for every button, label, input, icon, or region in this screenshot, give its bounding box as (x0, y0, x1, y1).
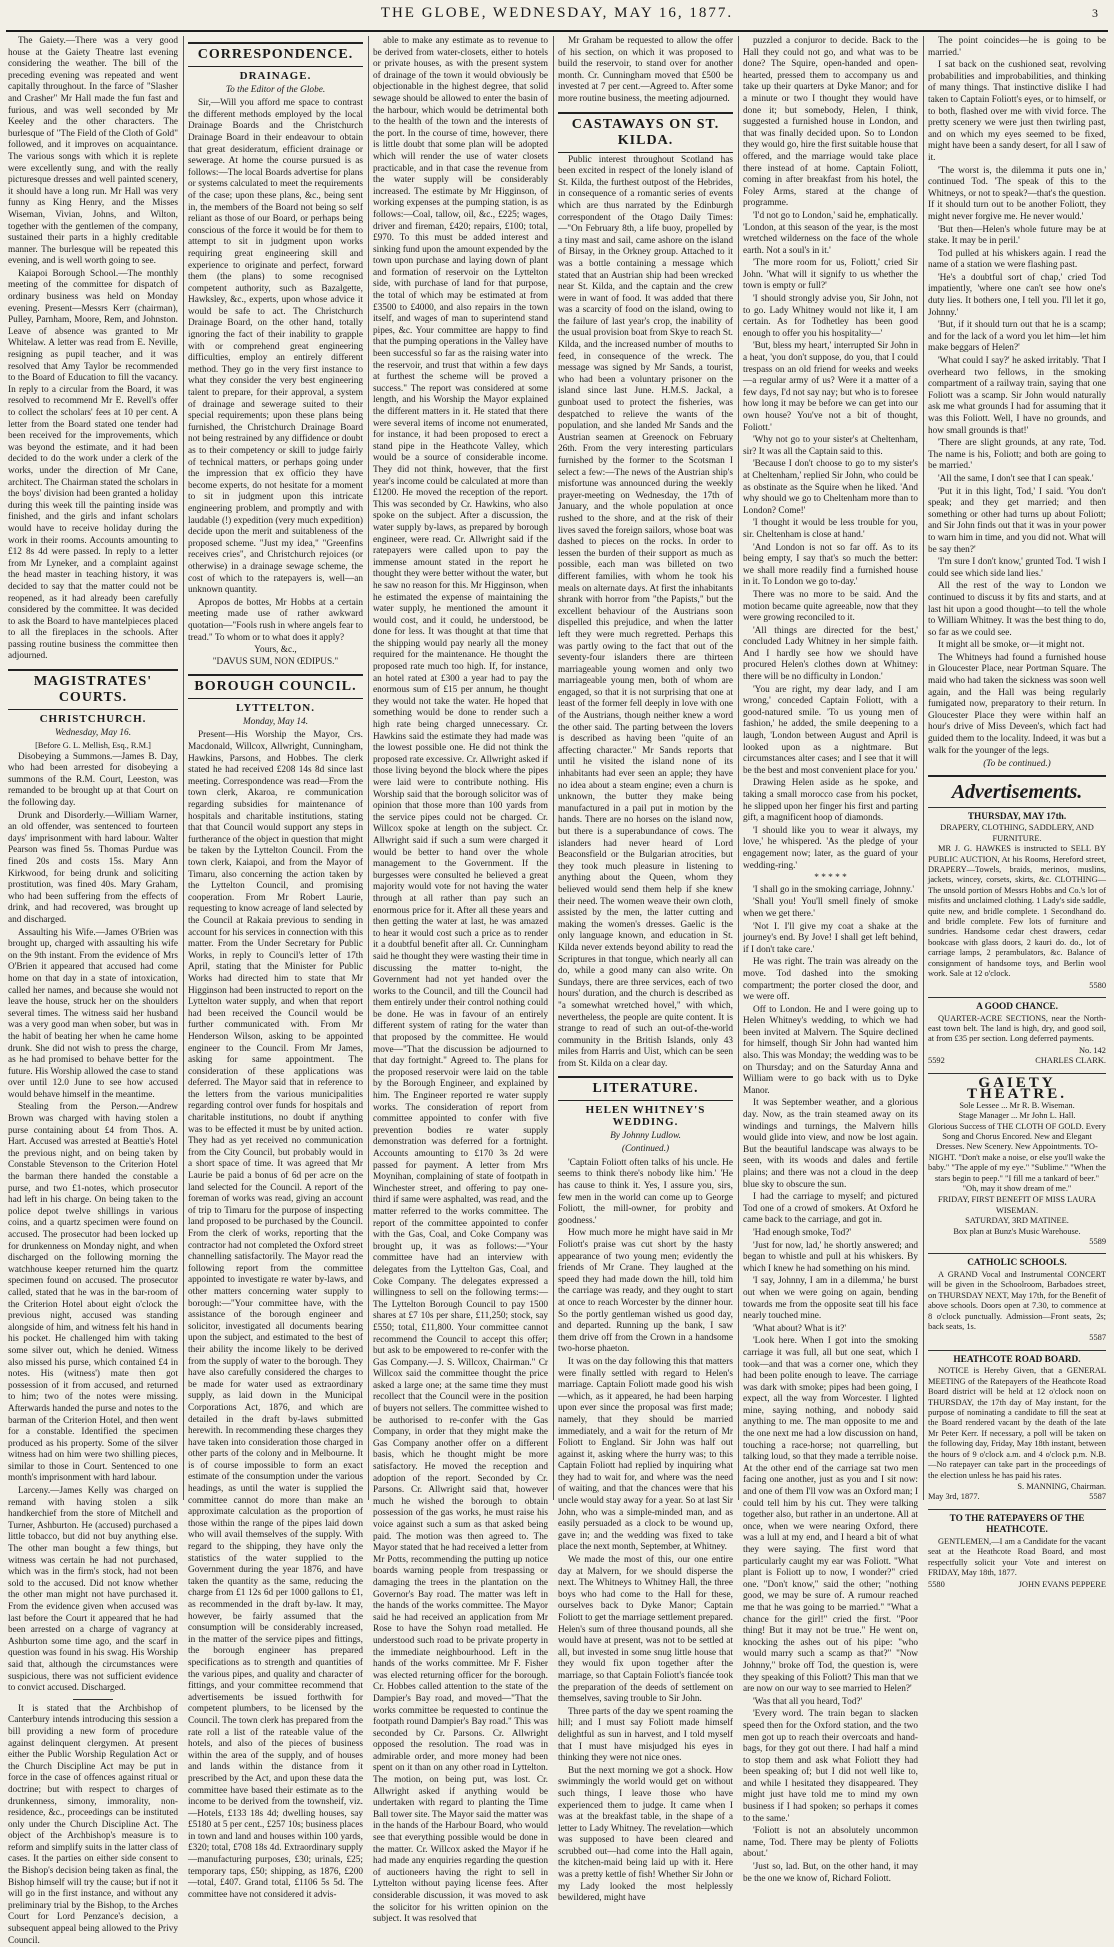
borough-council-heading: BOROUGH COUNCIL. (188, 674, 363, 699)
drainage-letter-postscript: Apropos de bottes, Mr Hobbs at a certain meeting made use of rather awkward quotation—"Fools rush in where angels fear to tread." To whom or to what does it apply? (188, 597, 363, 643)
story-paragraph: The Whitneys had found a furnished house in Gloucester Place, near Portman Square. The maid who had taken the sickness was soon well again, and the Hall was being regularly fumigated now, preparatory to their return. In Gloucester Place they were within half an hour's drive of Miss Deveen's, which fact had guided them to the locality. Indeed, it was but a walk for the younger of the legs. (928, 652, 1106, 756)
drainage-subheading: DRAINAGE. (239, 70, 312, 82)
story-paragraph: 'I thought it would be less trouble for you, sir. Cheltenham is close at hand.' (743, 518, 918, 540)
story-paragraph: But the next morning we got a shock. How swimmingly the world would get on without such things, I leave those who have experienced them to judge. It came when I was at the breakfast table, in the shape of a letter to Lady Whitney. The revelation—which was supposed to have been cleared and scrubbed out—had come into the Hall again, the kitchen-maid being laid up with it. Here was a pretty kettle of fish! Whether Sir John or my Lady looked the most helplessly bewildered, might have (558, 1765, 733, 1904)
larceny-paragraph: Larceny.—James Kelly was charged on remand with having stolen a silk handkerchief from the store of Mitchell and Turner, Ashburton. He (accused) purchased a little tobacco, but did not buy anything else. The other man bought a few things, but witness was certain he had not purchased, which was in the firm's stock, had not been sold to the accused. Did not know whether the other man might not have purchased it. From the evidence given when accused was last before the Court it appeared that he had been arrested on a charge of vagrancy at Ashburton some time ago, and the scarf in question was found in his swag. His Worship said that, although the circumstances were suspicious, there was not sufficient evidence to convict accused. Discharged. (8, 1486, 178, 1694)
castaways-paragraph: Public interest throughout Scotland has been excited in respect of the lonely island of St. Kilda, the furthest outpost of the Hebrides, in consequence of a romantic series of events which are thus narrated by the Edinburgh correspondent of the Otago Daily Times:—"On February 8th, a life buoy, propelled by a tiny mast and sail, came ashore on the island of Birsay, in the Orkney group. Attached to it was a bottle containing a message which stated that an Austrian ship had been wrecked near St. Kilda, and the captain and the crew were in want of food. It was added that there was a scarcity of food on the island, owing to the failure of last year's crop, the inability of the usual provision boat from Skye to reach St. Kilda, and the increased number of mouths to feed, in consequence of the wreck. The message was signed by Mr Sands, a tourist, who had been a voluntary prisoner on the island since last June. H.M.S. Jackal, a gunboat used to protect the fisheries, was despatched to relieve the wants of the population, and she landed Mr Sands and the Austrian seamen at Greenock on February 26th. From the very interesting particulars furnished by the former to the Scotsman I select a few:—The news of the Austrian ship's misfortune was announced during the weekly prayer-meeting on Wednesday, the 17th of January, and the whole population at once rushed to the shore, and at the risk of their lives saved the foreign sailors, whose boat was dashed to pieces on the rocks. In order to lessen the burden of their support as much as possible, each man was billeted on two different families, with whom he took his meals on alternate days. At first the inhabitants shrank with horror from "the Papists," but the excellent behaviour of the Austrians soon dispelled this prejudice, and when the latter left they were much regretted. Perhaps this was partly owing to the fact that out of the seventy-four islanders there are thirteen marriageable young women and only two marriageable young men, both of whom are engaged, so that it is not surprising that one at least of the former fell deeply in love with one of the Austrians, though neither knew a word the other said. The parting between the lovers is described as having been "quite of an affecting character." Mr Sands reports that until he visited the island none of its inhabitants had ever seen an apple; they have no idea about a steam engine; even a churn is unknown, the butter they make being manufactured in a pail put in motion by the hands. There are no horses on the island now, but there is a superabundance of cows. The islanders had never heard of Lord Beaconsfield or the Bulgarian atrocities, but they took much pleasure in listening to anything about the Queen, whom they believed would send them help if she knew their need. The women weave their own cloth, assisted by the men, the latter cutting and making the women's dresses. Gaelic is the only language known, and education in St. Kilda never extends beyond ability to read the Scriptures in that tongue, which nearly all can do, while a good many can also write. On Sundays, there are three services, each of two hours' duration, and the church is described as "a somewhat wretched hovel," with which, nevertheless, the people are quite content. It is strange to read of such an out-of-the-world community in the British Islands, only 43 miles from Harris and Uist, which can be seen from St. Kilda on a clear day. (558, 154, 733, 1069)
literature-heading: LITERATURE. (558, 1076, 733, 1101)
sections-body: QUARTER-ACRE SECTIONS, near the North-east town belt. The land is high, dry, and good soil, at from £35 per section. Long deferred payments. (928, 1013, 1106, 1044)
story-paragraph: 'Just so, lad. But, on the other hand, it may be the one we know of, Richard Foliott. (743, 1862, 918, 1884)
story-paragraph: 'Put it in this light, Tod,' I said. 'You don't speak; and they get married; and then something or other had turns up about Foliott; and Sir John finds out that it was in your power to warn him in time, and you did not. What will be say then?' (928, 486, 1106, 555)
drunk-paragraph: Drunk and Disorderly.—William Warner, an old offender, was sentenced to fourteen days' imprisonment with hard labour. Walter Pearson was fined 5s. Thomas Purdue was fined 20s and costs 15s. Mary Ann Kirkwood, for being drunk and soliciting prostitution, was fined 40s. Mary Graham, who had been suffering from the effects of drink, and had recovered, was brought up and discharged. (8, 810, 178, 925)
story-paragraph: 'You are right, my dear lady, and I am wrong,' conceded Captain Foliott, with a good-natured smile. 'To us young men of fashion,' he added, the smile deepening to a laugh, 'London between August and April is looked upon as a nightmare. But circumstances alter cases; and I see that it will be the best and most convenient place for you.' (743, 684, 918, 776)
story-paragraph: 'Not I. I'll give my coat a shake at the journey's end. By Jove! I shall get left behind, if I don't take care.' (743, 921, 918, 955)
story-paragraph: puzzled a conjuror to decide. Back to the Hall they could not go, and what was to be done? The Squire, open-handed and open-hearted, pressed them to accompany us and take up their quarters at Dyke Manor; and for a minute or two I thought they would have done it; but somebody, Helen, I think, suggested a furnished house in London, and that was finally decided upon. So to London they would go, hire the first suitable house that offered, and the marriage would take place there instead of at home. Captain Foliott, coming in after breakfast from his hotel, the Foley Arms, stared at the change of programme. (743, 36, 918, 209)
story-paragraph: 'Just for now, lad,' he shortly answered; and began to whistle and pull at his whiskers. By which I knew he had something on his mind. (743, 1240, 918, 1274)
road-board-advert (928, 1350, 1106, 1506)
story-paragraph: 'The worst is, the dilemma it puts one in,' continued Tod. 'The speak of this to the Whitneys, or not to speak?—that's the question. If it should turn out to be another Foliott, they might never forgive me. He never would.' (928, 165, 1106, 222)
advert-footer (928, 1580, 1106, 1590)
story-paragraph: 'Because I don't choose to go to my sister's at Cheltenham,' replied Sir John, who could be as obstinate as the Squire when he liked. 'And why should we go to Cheltenham more than to London? Come!' (743, 459, 918, 516)
advert-category: DRAPERY, CLOTHING, SADDLERY, AND FURNITURE. (940, 823, 1094, 843)
story-paragraph: 'All things are directed for the best,' concluded Lady Whitney in her simple faith. And I hardly see how we should have procured Helen's clothes down at Whitney: there will be no difficulty in London.' (743, 625, 918, 683)
letter-signature: "DAVUS SUM, NON ŒDIPUS." (212, 656, 339, 667)
divider (73, 1699, 113, 1700)
advert-heading: A GOOD CHANCE. (976, 1001, 1058, 1012)
concert-advert (928, 1253, 1106, 1346)
advert-ref: 5592 (928, 1056, 945, 1066)
story-paragraph: It might all be smoke, or—it might not. (938, 640, 1085, 651)
story-paragraph: 'Shall you! You'll smell finely of smoke when we get there.' (743, 897, 918, 919)
court-before: [Before G. L. Mellish, Esq., R.M.] (35, 741, 151, 751)
advert-ref: 5587 (1089, 1333, 1106, 1343)
advert-footer (928, 1056, 1106, 1066)
correspondence-heading: CORRESPONDENCE. (188, 42, 363, 67)
masthead-title: THE GLOBE, WEDNESDAY, MAY 16, 1877. (380, 5, 734, 21)
column-separator (368, 36, 369, 1500)
story-paragraph: 'I shall go in the smoking carriage, Johnny.' (753, 884, 915, 895)
advert-number: No. 142 (1079, 1045, 1106, 1055)
summons-paragraph: Disobeying a Summons.—James B. Day, who had been arrested for disobeying a summons of the R.M. Court, Leeston, was remanded to be brought up at that Court on the following day. (8, 751, 178, 809)
assault-paragraph: Assaulting his Wife.—James O'Brien was brought up, charged with assaulting his wife on the 9th instant. From the evidence of Mrs O'Brien it appeared that accused had come home on that day in a state of intoxication, called her names, and because she would not leave the house, struck her on the shoulders several times. The witness said her husband was a very good man when sober, but was in the habit of beating her when he came home drunk. She did not wish to press the charge, as he had promised to behave better for the future. His Worship allowed the case to stand over until 12.0 June to see how accused would behave himself in the meantime. (8, 927, 178, 1100)
lyttelton-subheading: LYTTELTON. (236, 702, 315, 715)
story-paragraph: I sat back on the cushioned seat, revolving probabilities and improbabilities, and thinking of many things. That instinctive dislike I had taken to Captain Foliott's eyes, or to himself, or to both, flashed over me with vivid force. The pretty scenery we were just then twirling past, and on which my eyes seemed to be fixed, might have been a sandy desert, for all I saw of it. (928, 60, 1106, 163)
story-paragraph: It was on the day following this that matters were finally settled with regard to Helen's marriage. Captain Foliott made good his wish—which, as it appeared, he had been harping upon ever since the proposal was first made; namely, that they should be married immediately, and a wait for the return of Mr Foliott to England. Sir John was half out against it, asking where the hurry was; to this Captain Foliott had replied by inquiring what they had to wait for, and where was the need of waiting, and that the chances were that his uncle would stay away for a year. So at last Sir John, who was a simple-minded man, and as easily persuaded as a clock to be wound up, gave in; and the wedding was fixed to take place the next month, September, at Whitney. (558, 1356, 733, 1553)
story-paragraph: The point coincides—he is going to be married.' (928, 36, 1106, 58)
auction-advert (928, 807, 1106, 994)
theatre-friday: FRIDAY, FIRST BENEFIT OF MISS LAURA WISEMAN. (938, 1195, 1096, 1215)
story-paragraph: 'There are slight grounds, at any rate, Tod. The name is his, Foliott; and both are going to be married.' (928, 438, 1106, 472)
story-paragraph: 'Look here. When I got into the smoking carriage it was full, all but one seat, which I took—and that was a corner one, which they had been polite enough to leave. The carriage was dark with smoke; pipes had been going, I expect, all the way from Worcester. I lighted mine, saying nothing, and nobody said anything to me. The man opposite to me and the one next me had a low discussion on hand, touching a race-horse; not quarrelling, but talking loud, so that they made a terrible noise. At the other end of the carriage sat two men facing one another, just as you and I sit now: and one of them I'll vow was an Oxford man; I could tell him by his cut. They were talking together also, but rather in an undertone. All at once, when we were nearing Oxford, there was a lull at my end, and I heard a bit of what they were saying. The first word that particularly caught my ear was Foliott. "What plant is Foliott up to now, I wonder?" cried one. "Don't know," said the other; "nothing good, we may be sure of. A rumour reached me that he was going to be married." "What a chance for the girl!" cried the first. "Poor thing! But it may not be true." He went on, knocking the ashes out of his pipe: "who would marry such a scamp as that?" "Now Johnny," broke off Tod, the question is, were they speaking of this Foliott? This man that we are now on our way to see married to Helen?' (743, 1336, 918, 1695)
christchurch-subheading: CHRISTCHURCH. (39, 713, 147, 726)
story-paragraph: 'Every word. The train began to slacken speed then for the Oxford station, and the two men got up to reach their overcoats and hand-bags, for they got out there. I had half a mind to stop them and ask what Foliott they had been speaking of; but I did not well like to, and while I hesitated they disappeared. They might just have told me to mind my own business if I had spoken; so perhaps it comes to the same.' (743, 1709, 918, 1824)
story-paragraph: It was September weather, and a glorious day. Now, as the train steamed away on its windings and turnings, the Malvern hills would glide into view, and now be lost again. But the beautiful landscape was always to be seen, with its woods and dales and fertile plains; and there was not a cloud in the deep blue sky to obscure the sun. (743, 1098, 918, 1190)
magistrates-courts-heading: MAGISTRATES' COURTS. (8, 669, 178, 710)
advert-heading: HEATHCOTE ROAD BOARD. (953, 1354, 1081, 1365)
letter-closing: Yours, &c., (254, 645, 297, 656)
council-date: Monday, May 14. (242, 716, 309, 727)
gaiety-paragraph: The Gaiety.—There was a very good house at the Gaiety Theatre last evening considering the weather. The bill of the preceding evening was repeated and went capitally throughout. In the farce of "Slasher and Crasher" Mr Hall made the fun fast and furious, and was well seconded by Mr Keeley and the other characters. The burlesque of "The Field of the Cloth of Gold" followed, and it improves on acquaintance. The various songs with which it is replete were excellently sung, and with the really picturesque dresses and well painted scenery, it should have a long run. Mr Hall was very funny as King Henry, and the Misses Wiseman, Vivian, Johns, and Wilton, together with the gentlemen of the company, sustained their parts in a highly creditable manner. The burlesque will be repeated this evening, and is well worth going to see. (8, 36, 178, 267)
advertisements-heading: Advertisements. (928, 775, 1106, 804)
story-paragraph: 'But, bless my heart,' interrupted Sir John in a heat, 'you don't suppose, do you, that I could trespass on an old friend for weeks and weeks—a regular army of us? Were it a matter of a few days, I'd not say nay; but who is to foresee how long it may be before we can get into our own house? You've not a bit of thought, Foliott.' (743, 341, 918, 433)
advert-ref: 5580 (928, 1579, 945, 1589)
story-paragraph: 'Had enough smoke, Tod?' (753, 1227, 852, 1238)
column-separator (183, 36, 184, 1500)
column-separator (553, 36, 554, 1500)
advert-heading: TO THE RATEPAYERS OF THE HEATHCOTE. (949, 1513, 1085, 1536)
stealing-paragraph: Stealing from the Person.—Andrew Brown was charged with having stolen a purse containing about £4 from Thos. A. Hart. Accused was arrested at Beattie's Hotel the previous night, and on being taken by Constable Stevenson to the Criterion Hotel the barman there handed the constable a purse, and two £1-notes, which prosecutor had left in his charge. On being taken to the police depot twelve shillings in various coins, and a quartz specimen were found on accused. The prosecutor had been locked up for drunkenness on Monday night, and when discharged on the following morning the watchhouse keeper returned him the quartz specimen found on accused. The prosecutor called, stated that he was in the bar-room of the Criterion Hotel about eight o'clock the previous night, accused was standing alongside of him, and witness felt his hand in his pocket. He challenged him with taking some silver out, which he denied. Witness also missed his purse, which contained £4 in notes. His (witness') mate then got possession of it from accused, and returned to him; two of the notes were missing. Afterwards handed the purse and notes to the barman of the Criterion Hotel, and then went for a constable. Identified the specimen produced as his property. Some of the silver witness had on him were two shilling pieces, similar to those in Court. Sentenced to one month's imprisonment with hard labour. (8, 1102, 178, 1484)
auction-body: MR J. G. HAWKES is instructed to SELL BY PUBLIC AUCTION, At his Rooms, Hereford street, DRAPERY—Towels, braids, merinos, muslins, jackets, wincey, corsets, skirts, &c. CLOTHING—The unsold portion of Messrs Hobbs and Co.'s lot of misfits and unclaimed clothing. 1 Lady's side saddle, quite new, and bridle complete. 1 Secondhand do. and bridle complete. Few lots of furniture and sundries. Handsome cedar chest drawers, cedar bookcase with glass doors, 2 kauri do. do., lot of carriage lamps, 2 perambulators, &c. Balance of consignment of handsome toys, and Berlin wool work. Sale at 12 o'clock. (928, 844, 1106, 979)
column-6 (928, 36, 1106, 1589)
story-paragraph: 'All the same, I don't see that I can speak.' (938, 473, 1094, 484)
story-author: By Johnny Ludlow. (610, 1130, 681, 1141)
kaiapoi-school-paragraph: Kaiapoi Borough School.—The monthly meeting of the committee for dispatch of ordinary business was held on Monday evening. Present—Messrs Kerr (chairman), Pulley, Parnham, Moore, Rem, and Johnston. Leave of absence was granted to Mr Whitelaw. A letter was read from E. Neville, resigning as pupil teacher, and it was resolved that Amy Taylor be recommended to the Board of Education to fill the vacancy. In reply to a circular from the Board, it was resolved to recommend Mr E. Revell's offer to collect the scholars' fees at 10 per cent. A letter from the Board stated one tender had been received for the improvements, which was beyond the estimate, and it had been decided to do the work under a clerk of the works, under the direction of Mr Cane, architect. The Chairman stated the scholars in the boys' division had been granted a holiday during this week till the painting inside was finished, and the girls and infant scholars would have to receive holiday during the work in their rooms. Accounts amounting to £12 8s 4d were passed. In reply to a letter from Mr Lyneker, and a complaint against the head master in teaching history, it was decided to say that the matter could not be reopened, as it had already been carefully considered by the committee. It was decided to ask the Board to have mantelpieces placed to all the fireplaces in the schools. After passing routine business the committee then adjourned. (8, 268, 178, 662)
column-2 (188, 36, 363, 1900)
story-paragraph: 'But, if it should turn out that he is a scamp; and for the lack of a word you let him—let him make beggars of Helen?' (928, 320, 1106, 354)
column-separator (923, 36, 924, 1500)
candidate-body: GENTLEMEN,—I am a Candidate for the vacant seat at the Heathcote Road Board, and most respectfully solicit your Vote and interest on FRIDAY, May 18th, 1877. (928, 1536, 1106, 1578)
advert-footer (928, 1492, 1106, 1502)
theatre-manager: Stage Manager ... Mr John L. Hall. (958, 1111, 1076, 1121)
advert-ref: 5580 (1089, 980, 1106, 990)
advert-date: THURSDAY, MAY 17th. (967, 811, 1067, 822)
archbishop-paragraph: It is stated that the Archbishop of Canterbury intends introducing this session a bill providing a new form of procedure against delinquent clergymen. At present either the Public Worship Regulation Act or the Church Discipline Act may be put in force in the case of offences against ritual or doctrine; but with respect to charges of drunkenness, simony, immorality, non-residence, &c., proceedings can be instituted only under the Church Discipline Act. The object of the Archbishop's measure is to reform and simplify suits in the latter class of cases. It the parties on either side consent to the Bishop's decision being taken as final, the Bishop himself will try the cause; but if not it will go in the first instance, and without any preliminary trial by the Bishop, to the Arches Court for Lord Penzance's decision, a subsequent appeal being allowed to the Privy Council. (8, 1703, 178, 1946)
advert-date: May 3rd, 1877. (928, 1492, 980, 1502)
advert-ref: 5587 (1089, 1492, 1106, 1502)
story-paragraph: Drawing Helen aside as he spoke, and taking a small morocco case from his pocket, he slipped upon her finger his first and parting gift, a magnificent hoop of diamonds. (743, 778, 918, 824)
council-report-end: Mr Graham be requested to allow the offer of his section, on which it was proposed to build the reservoir, to stand over for another month. Cr. Cunningham moved that £500 be invested at 7 per cent.—Agreed to. After some more routine business, the meeting adjourned. (558, 36, 733, 104)
story-paragraph: We made the most of this, our one entire day at Malvern, for we should disperse the next. The Whitneys to Whitney Hall, the three boys who had come to the Hall for these, ourselves back to Dyke Manor; Captain Foliott to get the marriage settlement prepared. Helen's sum of three thousand pounds, all she would have at present, was not to be settled at all, but invested in some snug little house that they would fix upon together after the marriage, so that Captain Foliott's fiancée took the preparation of the deeds of settlement on themselves, saving trouble to Sir John. (558, 1555, 733, 1705)
story-paragraph: I had the carriage to myself; and pictured Tod one of a crowd of smokers. At Oxford he came back to the carriage, and got in. (743, 1192, 918, 1226)
story-paragraph: How much more he might have said in Mr Foliott's praise was cut short by the hasty appearance of two young men; evidently the friends of Mr Crane. They laughed at the speed they had made down the hill, told him the carriage was ready, and they ought to start at once to reach Worcester by the dinner hour. So the portly gentleman wished us good day, and departed. Running up the bank, I saw them drive off from the Crown in a handsome two-horse phaeton. (558, 1228, 733, 1355)
theatre-lessee: Sole Lessee ... Mr R. B. Wiseman. (959, 1100, 1075, 1110)
story-paragraph: 'He's a doubtful sort of chap,' cried Tod impatiently, 'where one can't see how one's duty lies. It bothers one, I tell you. I'll let it go, Johnny.' (928, 272, 1106, 318)
advert-signature: S. MANNING, Chairman. (1017, 1481, 1106, 1491)
story-paragraph: 'Captain Foliott often talks of his uncle. He seems to think there's nobody like him.' 'He has cause to think it. Yes, I assure you, sirs, few men in the world can come up to George Foliott, the mill-owner, for probity and goodness.' (558, 1157, 733, 1226)
story-paragraph: 'Why not go to your sister's at Cheltenham, sir? It was all the Captain said to this. (743, 435, 918, 457)
theatre-saturday: SATURDAY, 3RD MATINEE. (965, 1216, 1069, 1226)
story-paragraph: Three parts of the day we spent roaming the hill; and I must say Foliott made himself delightful as sun in harvest, and I told myself that I must have misjudged his eyes in thinking they were not nice ones. (558, 1706, 733, 1764)
castaways-heading: CASTAWAYS ON ST. KILDA. (558, 112, 733, 153)
masthead-rule (6, 30, 1108, 32)
story-paragraph: All the rest of the way to London we continued to discuss it by fits and starts, and at last hit upon a good thought—to tell the whole to William Whitney. It was the best thing to do, so far as we could see. (928, 581, 1106, 638)
to-be-continued: (To be continued.) (983, 759, 1051, 770)
theatre-programme: Glorious Success of THE CLOTH OF GOLD. Every Song and Chorus Encored. New and Elegant Dresses. New Scenery. New Appointments. TO-NIGHT. "Don't make a noise, or else you'll wake the baby." "The apple of my eye." "Sublime." "When the stars begin to peep." "I fill me a tankard of beer." "Oh, may it show dream of me." (928, 1121, 1106, 1193)
concert-body: A GRAND Vocal and Instrumental CONCERT will be given in the Schoolroom, Barbadoes street, on THURSDAY NEXT, May 17th, for the Benefit of above schools. Doors open at 7.30, to commence at 8 o'clock punctually. Admission—Front seats, 2s; back seats, 1s. (928, 1270, 1106, 1332)
story-paragraph: 'I should strongly advise you, Sir John, not to go. Lady Whitney would not like it, I am certain. As for Todhetley has been good enough to offer you his hospitality—' (743, 294, 918, 339)
council-report-paragraph: Present—His Worship the Mayor, Crs. Macdonald, Willcox, Allwright, Cunningham, Hawkins, Parsons, and Hobbes. The clerk stated he had received £208 14s 8d since last meeting. Correspondence was read—From the town clerk, Akaroa, re communication regarding subsidies for maintenance of hospitals and charitable institutions, stating that that Council would support any steps in furtherance of the object in question that might be taken by the Lyttelton Council. From the town clerk, Kaiapoi, and from the Mayor of Timaru, also concerning the action taken by the Lyttelton Council, and promising cooperation. From Mr Robert Laurie, requesting to know acreage of land selected by the Council at Rakaia previous to sending in account for his services in connection with this matter. From the Under Secretary for Public Works, in reply to Council's letter of 17th April, stating that the Minister for Public Works had directed him to state that Mr Higginson had been instructed to report on the Lyttelton water supply, and when that report had been received the Council would be further communicated with. From Mr Henderson Wilson, asking to be appointed engineer to the Council. From Mr James, asking for same appointment. The consideration of these applications was deferred. The Mayor said that in reference to the letters from the various municipalities regarding control over funds for hospitals and charitable institutions, no doubt if anything was to be effected it must be by united action. They had as yet received no communication from the City Council, but probably would in a short space of time. It was agreed that Mr Laurie be paid a bonus of 6d per acre on the land selected for the Council. A report of the foreman of works was read, giving an account of trip to Timaru for the purpose of inspecting land proposed to be purchased by the Council. From the clerk of works, reporting that the contractor had not completed the Oxford street channelling satisfactorily. The Mayor read the following report from the committee appointed to investigate re water by-laws, and other matters concerning water supply to borough:—"Your committee have, with the assistance of the borough engineer and solicitor, investigated all documents bearing upon the subject, and estimated to the best of their ability the income likely to be derived from the supply of water to the borough. They have also carefully considered the charges to be made for water used as extraordinary supply, as laid down in the Municipal Corporations Act, 1876, and which are detailed in the draft by-laws submitted herewith. In recommending these charges they have taken into consideration those charged in other parts of the colony and in Melbourne. It is of course impossible to form an exact estimate of the consumption under the various headings, as until the water is supplied the committee cannot do more than make an approximate calculation as the proportion of those within the range of the pipes laid down who will avail themselves of the supply. With regard to the shipping, they have only the statistics of the water supplied to the Government during the year 1876, and have taken the quantity as the same, reducing the charge from £1 12s 6d per 1000 gallons to £1, as recommended in the draft by-law. It may, however, be fairly assumed that the consumption will be considerably increased, in the matter of the service pipes and fittings, the borough engineer has prepared specifications as to strength and quantities of the various pipes, and quality and character of fittings, and your committee recommend that advertisements be issued forthwith for competent plumbers, to be licensed by the Council. The town clerk has prepared from the rate roll a list of the rateable value of the hotels, and also of the pieces of business within the area of the supply, and of houses and lands within the distance from it prescribed by the Act, and upon these data the committee have based their estimate as to the income to be derived from the townsheif, viz.—Hotels, £133 18s 4d; dwelling houses, say £5180 at 5 per cent., £257 10s; business places in town and land and houses within 100 yards, £320; total, £708 18s 4d. Extraordinary supply—manufacturing purposes, £30; urinals, £25; temporary taps, £50; shipping, as 1876, £200—total, £407. Grand total, £1106 5s 5d. The committee have not considered it advis- (188, 730, 363, 1900)
sections-advert (928, 997, 1106, 1070)
story-continued-note: (Continued.) (621, 1144, 670, 1155)
column-4 (558, 36, 733, 1904)
story-paragraph: 'And London is not so far off. As to its being empty, I say that's so much the better: we shall more readily find a furnished house in it. To London we go to-day.' (743, 542, 918, 588)
story-title: HELEN WHITNEY'S WEDDING. (585, 1104, 706, 1129)
story-paragraph: 'I should like you to wear it always, my love,' he whispered. 'As the pledge of your engagement now; later, as the guard of your wedding-ring.' (743, 825, 918, 871)
theatre-advert (928, 1073, 1106, 1251)
story-paragraph: Tod pulled at his whiskers again. I read the name of a station we were flashing past. (928, 248, 1106, 271)
road-board-body: NOTICE is Hereby Given, that a GENERAL MEETING of the Ratepayers of the Heathcote Road Board district will be held at 12 o'clock noon on THURSDAY, the 17th day of May instant, for the purpose of nominating a candidate to fill the seat at the Board rendered vacant by the death of the late Mr Peter Kerr. If necessary, a poll will be taken on the following day, Friday, May 18th instant, between the hours of 9 o'clock a.m. and 4 o'clock p.m. N.B.—No ratepayer can take part in the proceedings of the election unless he has paid his rates. (928, 1366, 1106, 1480)
story-paragraph: 'Foliott is not an absolutely uncommon name, Tod. There may be plenty of Foliotts about.' (743, 1826, 918, 1860)
advert-signature: JOHN EVANS PEPPERE (1018, 1579, 1106, 1589)
column-1 (8, 36, 178, 1946)
section-break: * * * * * (814, 873, 847, 884)
drainage-letter-body: Sir,—Will you afford me space to contrast the different methods employed by the local Drainage Boards and the Christchurch Drainage Board in their endeavour to obtain that great desideratum, efficient drainage or sewerage. At home the course pursued is as follows:—The local Boards advertise for plans or systems calculated to meet the requirements of the case; upon these plans, &c., being sent in, the members of the Board not being so self reliant as those of our Board, or perhaps being conscious of the force it would be for them to attempt to sit in judgment upon works requiring great engineering skill and experience to originate and perfect, forward them (the plans) to some recognised competent authority, such as Bazalgette, Hawksley, &c., experts, upon whose advice it would be safe to act. The Christchurch Drainage Board, on the other hand, totally ignoring the fact of their inability to grapple with or comprehend great engineering difficulties, employ an entirely different method. They go in the very first instance to what they consider the very best engineering talent to prepare, for their approval, a system of drainage and sewerage suited to their special requirements; upon these plans being furnished, the Christchurch Drainage Board not being restrained by any diffidence or doubt as to their competency or skill to judge fairly of technical matters, or perhaps going under the impression that ex officio they have become experts, do not hesitate for a moment to sit in judgment upon this intricate engineering problem, and promptly and with laudable (!) expedition (very much expedition) decide upon the merit and suitableness of the proposed scheme. "Just my idea," "Greenfins receives cries", and Christchurch rejoices (or otherwise) in a drainage sewage scheme, the cost of which to the ratepayers is, well—an unknown quantity. (188, 98, 363, 596)
story-paragraph: 'Was that all you heard, Tod?' (753, 1696, 863, 1707)
letter-address: To the Editor of the Globe. (225, 84, 326, 95)
story-paragraph: 'I'm sure I don't know,' grunted Tod. 'I wish I could see which side land lies.' (928, 557, 1106, 579)
column-3 (373, 36, 548, 1925)
newspaper-masthead (0, 0, 1114, 26)
advert-ref: 5589 (1089, 1237, 1106, 1246)
advert-signature: CHARLES CLARK. (1035, 1056, 1106, 1066)
court-date: Wednesday, May 16. (54, 727, 132, 738)
page-number: 3 (1092, 6, 1098, 20)
column-separator (738, 36, 739, 1500)
story-paragraph: He was right. The train was already on the move. Tod dashed into the smoking compartment; the porter closed the door, and we were off. (743, 957, 918, 1003)
theatre-name: GAIETY THEATRE. (967, 1074, 1067, 1103)
story-paragraph: 'But then—Helen's whole future may be at stake. It may be in peril.' (928, 224, 1106, 247)
advert-heading: CATHOLIC SCHOOLS. (967, 1258, 1067, 1269)
theatre-box-plan: Box plan at Bunz's Music Warehouse. (953, 1226, 1081, 1236)
story-paragraph: 'What could I say?' he asked irritably. 'That I overheard two fellows, in the smoking compartment of a railway train, saying that one Foliott was a scamp. Sir John would naturally ask me what grounds I had for assuming that it was this Foliott. Well, I have no grounds, and how small grounds is that!' (928, 356, 1106, 436)
story-paragraph: 'I'd not go to London,' said he, emphatically. 'London, at this season of the year, is the most wretched wilderness on the face of the whole earth. Not a soul's in it.' (743, 210, 918, 256)
story-paragraph: 'The more room for us, Foliott,' cried Sir John. 'What will it signify to us whether the town is empty or full?' (743, 258, 918, 292)
story-paragraph: 'What about? What is it?' (753, 1323, 847, 1334)
story-paragraph: Off to London. He and I were going up to Helen Whitney's wedding, to which we had been invited at Malvern. The Squire declined for himself, though Sir John had wanted him also. This was Monday; the wedding was to be on Thursday; and on the Saturday Anna and William were to go back with us to Dyke Manor. (743, 1004, 918, 1096)
council-report-continued: able to make any estimate as to revenue to be derived from water-closets, either to hotels or private houses, as with the present system of drainage of the town it would obviously be objectionable in the highest degree, that solid sewage should be allowed to enter the basin of the harbour, which would be detrimental both to the health of the town and the interests of the port. In the course of time, however, there is little doubt that some plan will be adopted which will render the use of water closets practicable, and in that case the revenue from the water supply will be considerably increased. The estimate by Mr Higginson, of working expenses at the pumping station, is as follows:—Coal, tallow, oil, &c., £225; wages, driver and fireman, £420; repairs, £100; total, £970. To this must be added interest and sinking fund upon the amount expended by the town upon purchase and laying down of plant and formation of reservoir on the Lyttelton side, with purchase of land for that purpose, the total of which may be estimated at from £3500 to £4000, and also repairs in the town itself, and wages of man to superintend stand pipes, &c. Your committee are happy to find that the pumping operations in the Valley have been successful so far as the raising water into the reservoir, and trust that within a few days at furthest the scheme will be proved a success." The report was considered at some length, and his Worship the Mayor explained the different matters in it. He stated that there were several items of income not enumerated, for instance, it had been proposed to erect a stand pipe in the Heathcote Valley, which would be a source of considerable income. They did not think, however, that the first year's income could be calculated at more than £1200. He moved the reception of the report. This was seconded by Cr. Hawkins, who also spoke on the subject. After a discussion, the water supply by-laws, as prepared by borough engineer, were read. Cr. Allwright said if the ratepayers were called upon to pay the immense amount stated in the report he thought they were better without the water, but he saw no reason for this. Mr Higginson, when he estimated the expense of maintaining the water supply, he mentioned the amount it would cost, and it could, he understood, be done for less. It was thought at that time that the shipping would pay nearly all the money required for the maintenance. He thought the proposed rate much too high. If, for instance, an hotel rated at £300 a year had to pay the enormous sum of £15 per annum, he thought they would not take the water. He hoped that something would be done to render such a high rate being charged unnecessary. Cr. Hawkins said the estimate they had made was the lowest possible one. He did not think the proposed rate excessive. Cr. Allwright asked if those living beyond the block where the pipes were laid were to contribute nothing. His Worship said that the borough solicitor was of opinion that those more than 100 yards from the service pipes could not be charged. Cr. Willcox spoke at length on the subject. Cr. Allwright said if such a sum were charged it would be better to hand over the whole management to the Government. If the burgesses were consulted he believed a great majority would vote for not having the water through at all rather than pay such an enormous price for it. After all these years and then getting the water at last, he was amazed to hear it would cost such a price as to render it a doubtful benefit after all. Cr. Cunningham said he thought they were wasting their time in discussing the matter to-night, the Government had not yet handed over the works to the Council, and till the Council had them entirely under their control nothing could be done. He was in favour of an entirely different system of rating for the water than that proposed by the committee. He would move—"That the discussion be adjourned to that day fortnight." Agreed to. The plans for the proposed reservoir were laid on the table by the Borough Engineer, and explained by him. The Engineer reported re water supply works. The consideration of report from committee appointed to confer with five prevention bodies re water supply demonstration was deferred for a fortnight. Accounts amounting to £170 3s 2d were passed for payment. A letter from Mrs Moynihan, complaining of state of footpath in Winchester street, and offering to pay one-third if same were asphalted, was read, and the matter referred to the works committee. The report of the committee appointed to confer with the Gas, Coal, and Coke Company was brought up, it was as follows:—"Your committee have had an interview with delegates from the Lyttelton Gas, Coal, and Coke Company. The delegates expressed a willingness to sell on the following terms:—The Lyttelton Borough Council to pay 1500 shares at £7 10s per share, £11,250; stock, say £550; total, £11,800. Your committee cannot recommend the Council to accept this offer; but ask to be empowered to re-confer with the Gas Company.—J. S. Willcox, Chairman." Cr Willcox said the committee thought the price asked a large one; at the same time they must recollect that the Council were in the position of buyers not sellers. The committee wished to be authorised to re-confer with the Gas Company, in order that they might make the Gas Company another offer on a different basis, which he thought might be more satisfactory. He moved the reception and adoption of the report. Seconded by Cr. Parsons. Cr. Allwright said that, however much he wished the borough to obtain possession of the gas works, he must raise his voice against such a sum as that asked being paid. The motion was then agreed to. The Mayor stated that he had received a letter from Mr Potts, recommending the putting up notice boards warning people from trespassing or damaging the trees in the plantation on the Governor's Bay road. The matter was left in the hands of the works committee. The Mayor said he had received an application from Mr Rose to have the Sohyn road metalled. He understood such road to be private property in the immediate neighbourhood. Left in the hands of the works committee. Mr F. Fisher was elected returning officer for the borough. Cr. Hobbes called attention to the state of the Dampier's Bay road, and moved—"That the works committee be requested to continue the footpath round Dampier's Bay road." This was seconded by Cr. Parsons. Cr. Allwright opposed the resolution. The road was in admirable order, and more money had been spent on it than on any other road in Lyttelton. The motion, on being put, was lost. Cr. Allwright asked if anything would be undertaken with regard to planting the Time Ball tower site. The Mayor said the matter was in the hands of the Harbour Board, who would see that everything possible would be done in the matter. Cr. Willcox asked the Mayor if he had made any enquiries regarding the question of auctioneers having the right to sell in Lyttelton without paying license fees. After considerable discussion, it was moved to ask the solicitor for his written opinion on the subject. It was resolved that (373, 36, 548, 1925)
story-paragraph: There was no more to be said. And the motion became quite agreeable, now that they were growing reconciled to it. (743, 589, 918, 624)
candidate-advert (928, 1509, 1106, 1593)
story-paragraph: 'I say, Johnny, I am in a dilemma,' he burst out when we were going on again, bending towards me from the opposite seat till his face nearly touched mine. (743, 1276, 918, 1322)
column-5 (743, 36, 918, 1884)
